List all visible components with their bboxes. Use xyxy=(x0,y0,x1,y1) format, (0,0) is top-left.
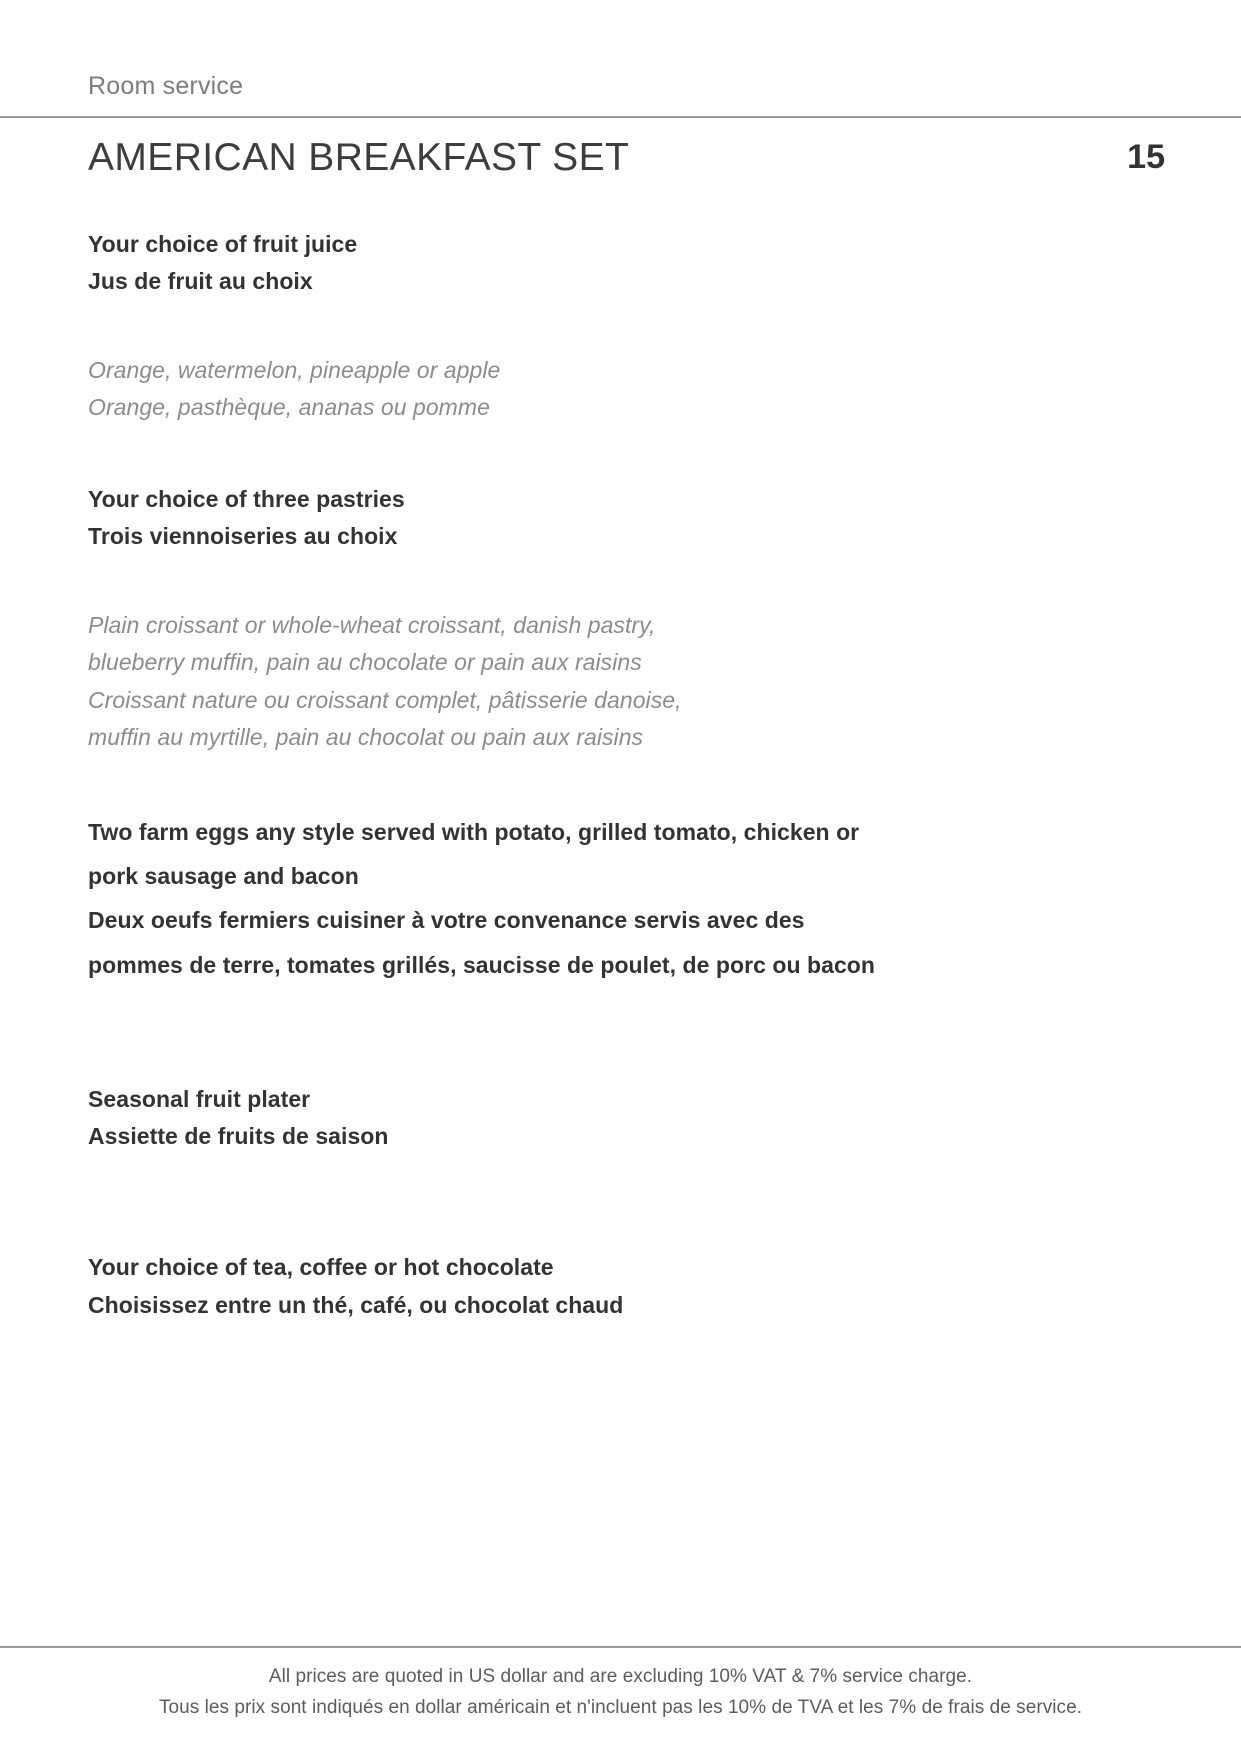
footer-line-en: All prices are quoted in US dollar and are excluding 10% VAT & 7% service charge. xyxy=(268,1666,973,1688)
menu-items xyxy=(0,180,1241,1647)
page-title: AMERICAN BREAKFAST SET xyxy=(88,136,630,179)
set-price: 15 xyxy=(1127,138,1165,176)
item-name-fr: Jus de fruit au choix xyxy=(88,267,313,294)
footer-line-fr: Tous les prix sont indiqués en dollar américain et n'incluent pas les 10% de TVA et les 7% de frais de service. xyxy=(158,1697,1083,1719)
item-title-group xyxy=(88,810,1165,987)
menu-item xyxy=(88,810,1165,987)
item-name-fr: Deux oeufs fermiers cuisiner à votre convenance servis avec des xyxy=(88,907,805,934)
item-name-fr: Choisissez entre un thé, café, ou chocolat chaud xyxy=(88,1291,624,1318)
item-desc-en: blueberry muffin, pain au chocolate or pain aux raisins xyxy=(88,649,642,676)
menu-item xyxy=(88,1249,1165,1324)
item-desc-fr: muffin au myrtille, pain au chocolat ou pain aux raisins xyxy=(88,723,644,750)
item-name-en: Seasonal fruit plater xyxy=(88,1085,311,1112)
item-name-fr: pommes de terre, tomates grillés, saucisse de poulet, de porc ou bacon xyxy=(88,951,876,978)
item-name-fr: Trois viennoiseries au choix xyxy=(88,522,398,549)
item-title-group xyxy=(88,226,1165,301)
title-row xyxy=(0,118,1241,180)
item-desc-fr: Croissant nature ou croissant complet, pâtisserie danoise, xyxy=(88,686,682,713)
item-name-en: Your choice of tea, coffee or hot chocolate xyxy=(88,1254,554,1281)
menu-item xyxy=(88,481,1165,757)
item-name-en: Your choice of three pastries xyxy=(88,485,405,512)
item-name-en: Two farm eggs any style served with potato, grilled tomato, chicken or xyxy=(88,819,860,846)
menu-item xyxy=(88,226,1165,427)
item-name-en: pork sausage and bacon xyxy=(88,863,359,890)
item-desc-en: Orange, watermelon, pineapple or apple xyxy=(88,357,501,384)
item-name-fr: Assiette de fruits de saison xyxy=(88,1123,389,1150)
spacer xyxy=(88,1155,1165,1195)
menu-item xyxy=(88,1081,1165,1156)
spacer xyxy=(88,987,1165,1027)
page-footer xyxy=(0,1646,1241,1754)
item-title-group xyxy=(88,1249,1165,1324)
item-name-en: Your choice of fruit juice xyxy=(88,230,358,257)
item-desc-en: Plain croissant or whole-wheat croissant, danish pastry, xyxy=(88,612,656,639)
item-desc-fr: Orange, pasthèque, ananas ou pomme xyxy=(88,394,490,421)
section-label: Room service xyxy=(88,72,244,100)
item-description-group xyxy=(88,607,1165,756)
item-title-group xyxy=(88,481,1165,556)
eyebrow-wrap xyxy=(0,0,1241,99)
item-title-group xyxy=(88,1081,1165,1156)
footer-disclaimer xyxy=(0,1648,1241,1754)
item-description-group xyxy=(88,352,1165,427)
